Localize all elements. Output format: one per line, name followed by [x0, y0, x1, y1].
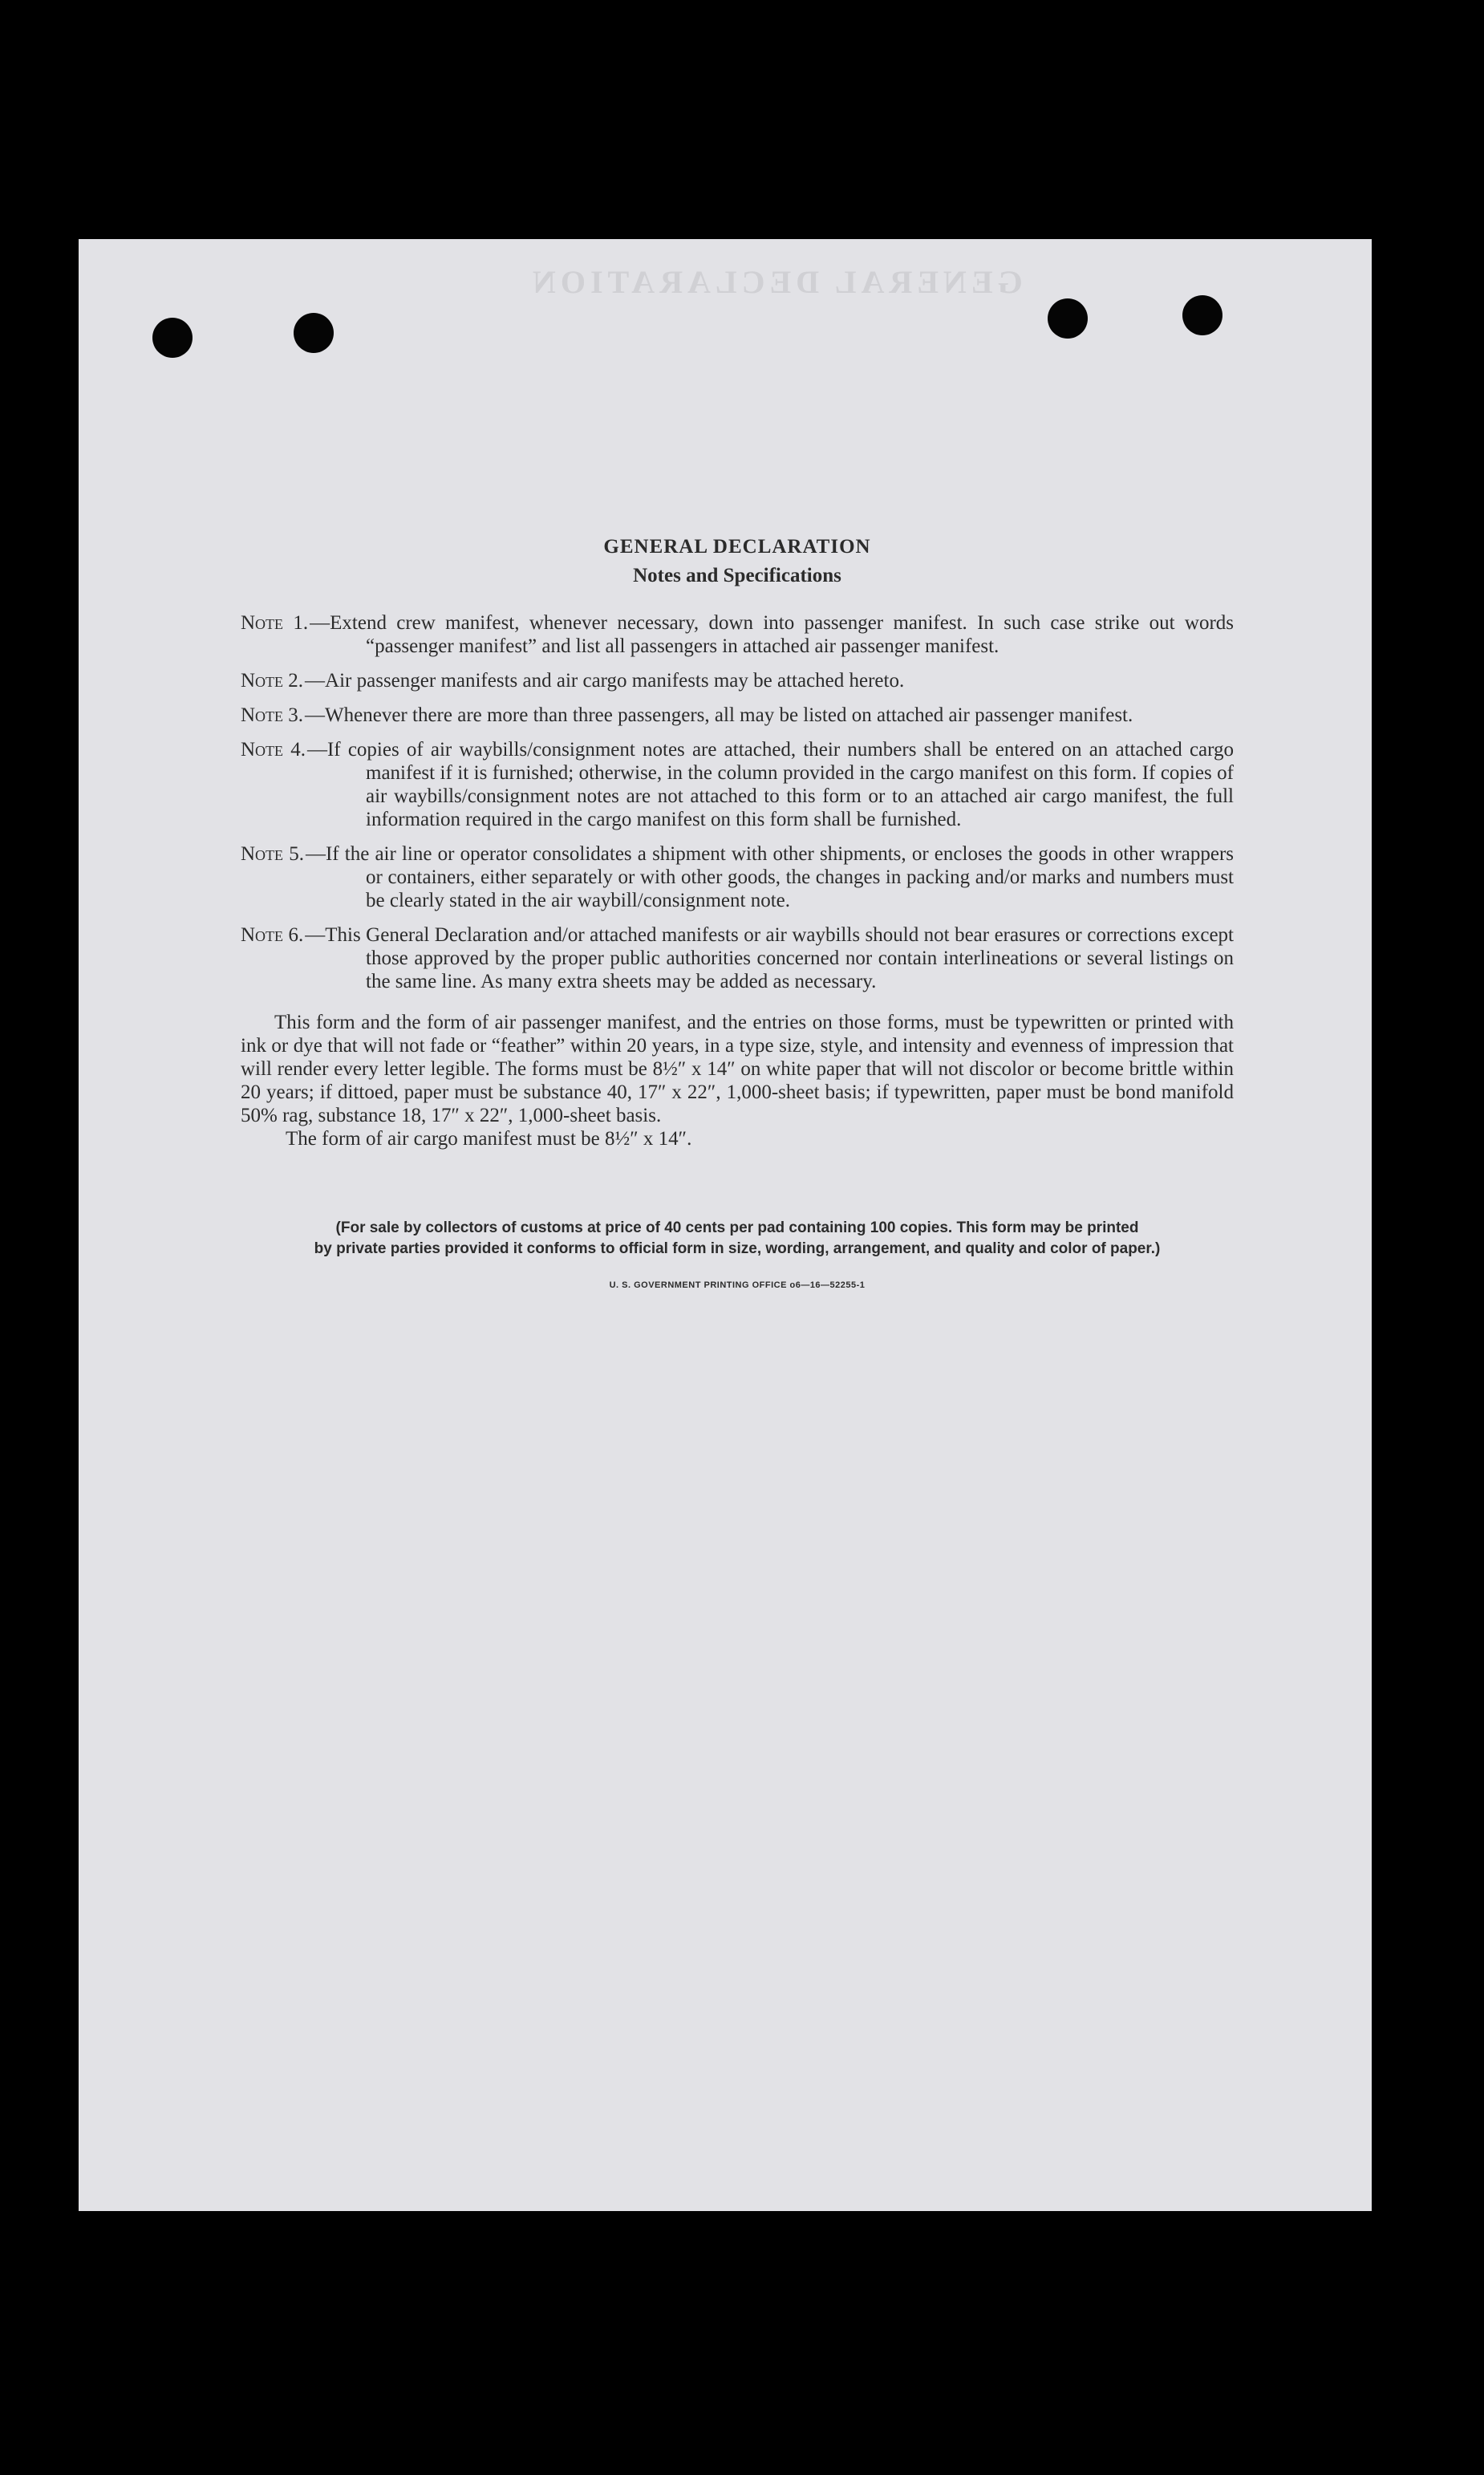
sale-note-line: by private parties provided it conforms to official form in size, wording, arrangement, and quality and color of paper.): [314, 1240, 1161, 1257]
note-text: —If the air line or operator consolidates a shipment with other shipments, or encloses the goods in other wrappers or containers, either separately or with other goods, the changes in packing and/or marks and numbers must be clearly stated in the air waybill/consignment note.: [305, 843, 1234, 911]
cargo-manifest-size-line: The form of air cargo manifest must be 8½″ x 14″.: [286, 1128, 692, 1150]
note-6: [241, 923, 1234, 993]
page-title: GENERAL DECLARATION: [603, 536, 871, 558]
note-1: [241, 611, 1234, 658]
sale-note: [241, 1218, 1234, 1260]
note-text: —Whenever there are more than three passengers, all may be listed on attached air passenger manifest.: [305, 704, 1133, 726]
note-4: [241, 738, 1234, 831]
punch-hole: [294, 313, 334, 353]
note-text: —Air passenger manifests and air cargo manifests may be attached hereto.: [305, 670, 905, 692]
note-text: —If copies of air waybills/consignment notes are attached, their numbers shall be entered on an attached cargo manifest if it is furnished; otherwise, in the column provided in the cargo manifest on this form. If copies of air waybills/consignment notes are not attached to this form or to an attached air cargo manifest, the full information required in the cargo manifest on this form shall be furnished.: [306, 739, 1235, 830]
note-label: Note 6.: [241, 924, 304, 946]
note-text: —This General Declaration and/or attached manifests or air waybills should not bear erasures or corrections except those approved by the proper public authorities concerned nor contain interlineations or several listings on the same line. As many extra sheets may be added as necessary.: [305, 924, 1234, 992]
note-5: [241, 842, 1234, 912]
bleed-through-title: GENERAL DECLARATION: [528, 264, 1023, 300]
note-label: Note 3.: [241, 704, 304, 726]
note-label: Note 5.: [241, 843, 304, 865]
note-label: Note 4.: [241, 739, 306, 761]
declaration-notes: [241, 536, 1234, 1290]
note-label: Note 1.: [241, 612, 309, 634]
sale-note-line: (For sale by collectors of customs at price of 40 cents per pad containing 100 copies. This form may be printed: [335, 1219, 1139, 1236]
note-label: Note 2.: [241, 670, 304, 692]
page-subtitle: Notes and Specifications: [633, 565, 841, 586]
punch-hole: [152, 318, 193, 358]
note-3: [241, 704, 1234, 727]
punch-hole: [1182, 295, 1222, 335]
punch-hole: [1048, 298, 1088, 339]
note-2: [241, 669, 1234, 692]
note-text: —Extend crew manifest, whenever necessary, down into passenger manifest. In such case strike out words “passenger manifest” and list all passengers in attached air passenger manifest.: [310, 612, 1235, 657]
printer-imprint: U. S. GOVERNMENT PRINTING OFFICE o6—16—52255-1: [609, 1280, 866, 1290]
specification-paragraph: This form and the form of air passenger manifest, and the entries on those forms, must be typewritten or printed with ink or dye that will not fade or “feather” within 20 years, in a type size, style, and intensity and evenness of impression that will render every letter legible. The forms must be 8½″ x 14″ on white paper that will not discolor or become brittle within 20 years; if dittoed, paper must be substance 40, 17″ x 22″, 1,000-sheet basis; if typewritten, paper must be bond manifold 50% rag, substance 18, 17″ x 22″, 1,000-sheet basis.: [241, 1012, 1234, 1126]
